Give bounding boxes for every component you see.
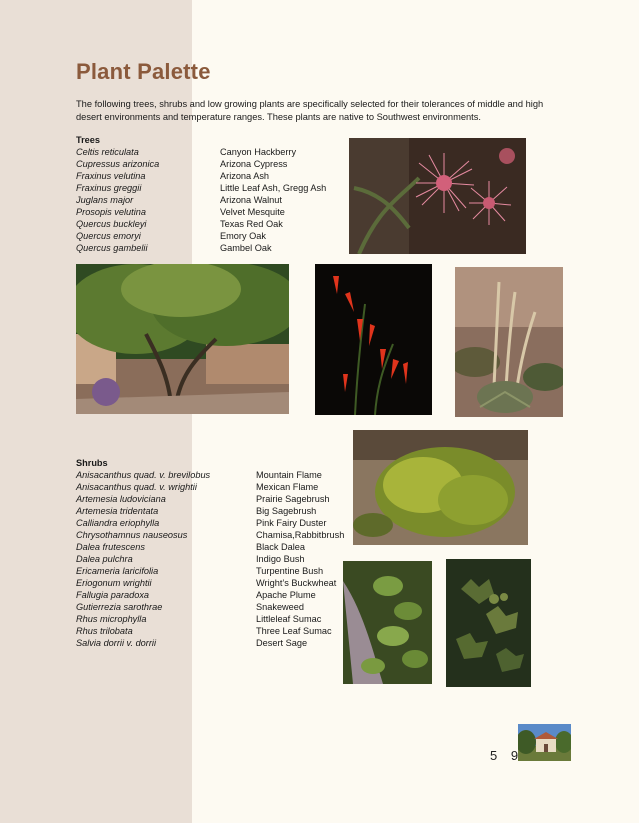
plant-row: [76, 565, 344, 577]
yucca-photo: [455, 267, 563, 417]
common-name: Turpentine Bush: [256, 566, 324, 576]
plant-row: [76, 469, 344, 481]
scientific-name: Juglans major: [76, 195, 134, 205]
scientific-name: Ericameria laricifolia: [76, 566, 159, 576]
plant-row: [76, 481, 344, 493]
courtyard-tree-photo: [76, 264, 289, 414]
common-name: Mountain Flame: [256, 470, 322, 480]
page-number: 5 9: [490, 748, 524, 763]
common-name: Snakeweed: [256, 602, 305, 612]
scientific-name: Quercus buckleyi: [76, 219, 147, 229]
plant-row: [76, 541, 344, 553]
common-name: Pink Fairy Duster: [256, 518, 327, 528]
scientific-name: Calliandra eriophylla: [76, 518, 160, 528]
common-name: Canyon Hackberry: [220, 147, 297, 157]
plant-row: [76, 170, 326, 182]
scientific-name: Anisacanthus quad. v. wrightii: [76, 482, 197, 492]
scientific-name: Rhus trilobata: [76, 626, 133, 636]
scientific-name: Chrysothamnus nauseosus: [76, 530, 188, 540]
common-name: Gambel Oak: [220, 243, 272, 253]
common-name: Emory Oak: [220, 231, 266, 241]
plant-row: [76, 218, 326, 230]
fairy-duster-photo: [349, 138, 526, 254]
plant-row: [76, 242, 326, 254]
common-name: Prairie Sagebrush: [256, 494, 330, 504]
house-thumbnail: [518, 724, 571, 761]
page-title: Plant Palette: [76, 59, 211, 84]
shrub-slope-photo: [353, 430, 528, 545]
plant-row: [76, 589, 344, 601]
common-name: Three Leaf Sumac: [256, 626, 332, 636]
scientific-name: Quercus emoryi: [76, 231, 141, 241]
walnut-leaves-photo: [343, 561, 432, 684]
plant-row: [76, 529, 344, 541]
plant-row: [76, 182, 326, 194]
plant-row: [76, 194, 326, 206]
plant-row: [76, 230, 326, 242]
plant-row: [76, 625, 344, 637]
common-name: Velvet Mesquite: [220, 207, 285, 217]
intro-paragraph: The following trees, shrubs and low growing plants are specifically selected for their tolerances of middle and high desert environments and temperature ranges. These plants are native to Southwest environments.: [76, 99, 544, 122]
plant-row: [76, 613, 344, 625]
plant-row: [76, 553, 344, 565]
common-name: Arizona Cypress: [220, 159, 288, 169]
plant-row: [76, 517, 344, 529]
common-name: Apache Plume: [256, 590, 316, 600]
scientific-name: Eriogonum wrightii: [76, 578, 152, 588]
scientific-name: Prosopis velutina: [76, 207, 146, 217]
trees-heading: Trees: [76, 135, 101, 145]
common-name: Wright’s Buckwheat: [256, 578, 337, 588]
scientific-name: Celtis reticulata: [76, 147, 139, 157]
common-name: Littleleaf Sumac: [256, 614, 322, 624]
common-name: Big Sagebrush: [256, 506, 317, 516]
shrubs-heading: Shrubs: [76, 458, 108, 468]
common-name: Little Leaf Ash, Gregg Ash: [220, 183, 327, 193]
scientific-name: Cupressus arizonica: [76, 159, 160, 169]
plant-row: [76, 206, 326, 218]
common-name: Black Dalea: [256, 542, 306, 552]
scientific-name: Artemesia tridentata: [76, 506, 159, 516]
common-name: Arizona Walnut: [220, 195, 282, 205]
plant-row: [76, 577, 344, 589]
common-name: Texas Red Oak: [220, 219, 283, 229]
scientific-name: Dalea pulchra: [76, 554, 133, 564]
plant-row: [76, 637, 344, 649]
scientific-name: Dalea frutescens: [76, 542, 145, 552]
plant-row: [76, 601, 344, 613]
scientific-name: Artemesia ludoviciana: [76, 494, 166, 504]
common-name: Indigo Bush: [256, 554, 305, 564]
scientific-name: Rhus microphylla: [76, 614, 147, 624]
scientific-name: Salvia dorrii v. dorrii: [76, 638, 156, 648]
scientific-name: Gutierrezia sarothrae: [76, 602, 163, 612]
common-name: Arizona Ash: [220, 171, 270, 181]
scientific-name: Fallugia paradoxa: [76, 590, 150, 600]
plant-row: [76, 493, 344, 505]
scientific-name: Fraxinus greggii: [76, 183, 142, 193]
scientific-name: Quercus gambelii: [76, 243, 148, 253]
trees-list: [76, 146, 326, 254]
scientific-name: Fraxinus velutina: [76, 171, 146, 181]
shrubs-list: [76, 469, 344, 649]
red-flame-flower-photo: [315, 264, 432, 415]
common-name: Chamisa,Rabbitbrush: [256, 530, 345, 540]
common-name: Desert Sage: [256, 638, 308, 648]
plant-row: [76, 158, 326, 170]
scientific-name: Anisacanthus quad. v. brevilobus: [76, 470, 211, 480]
oak-leaves-photo: [446, 559, 531, 687]
common-name: Mexican Flame: [256, 482, 319, 492]
plant-row: [76, 505, 344, 517]
plant-row: [76, 146, 326, 158]
